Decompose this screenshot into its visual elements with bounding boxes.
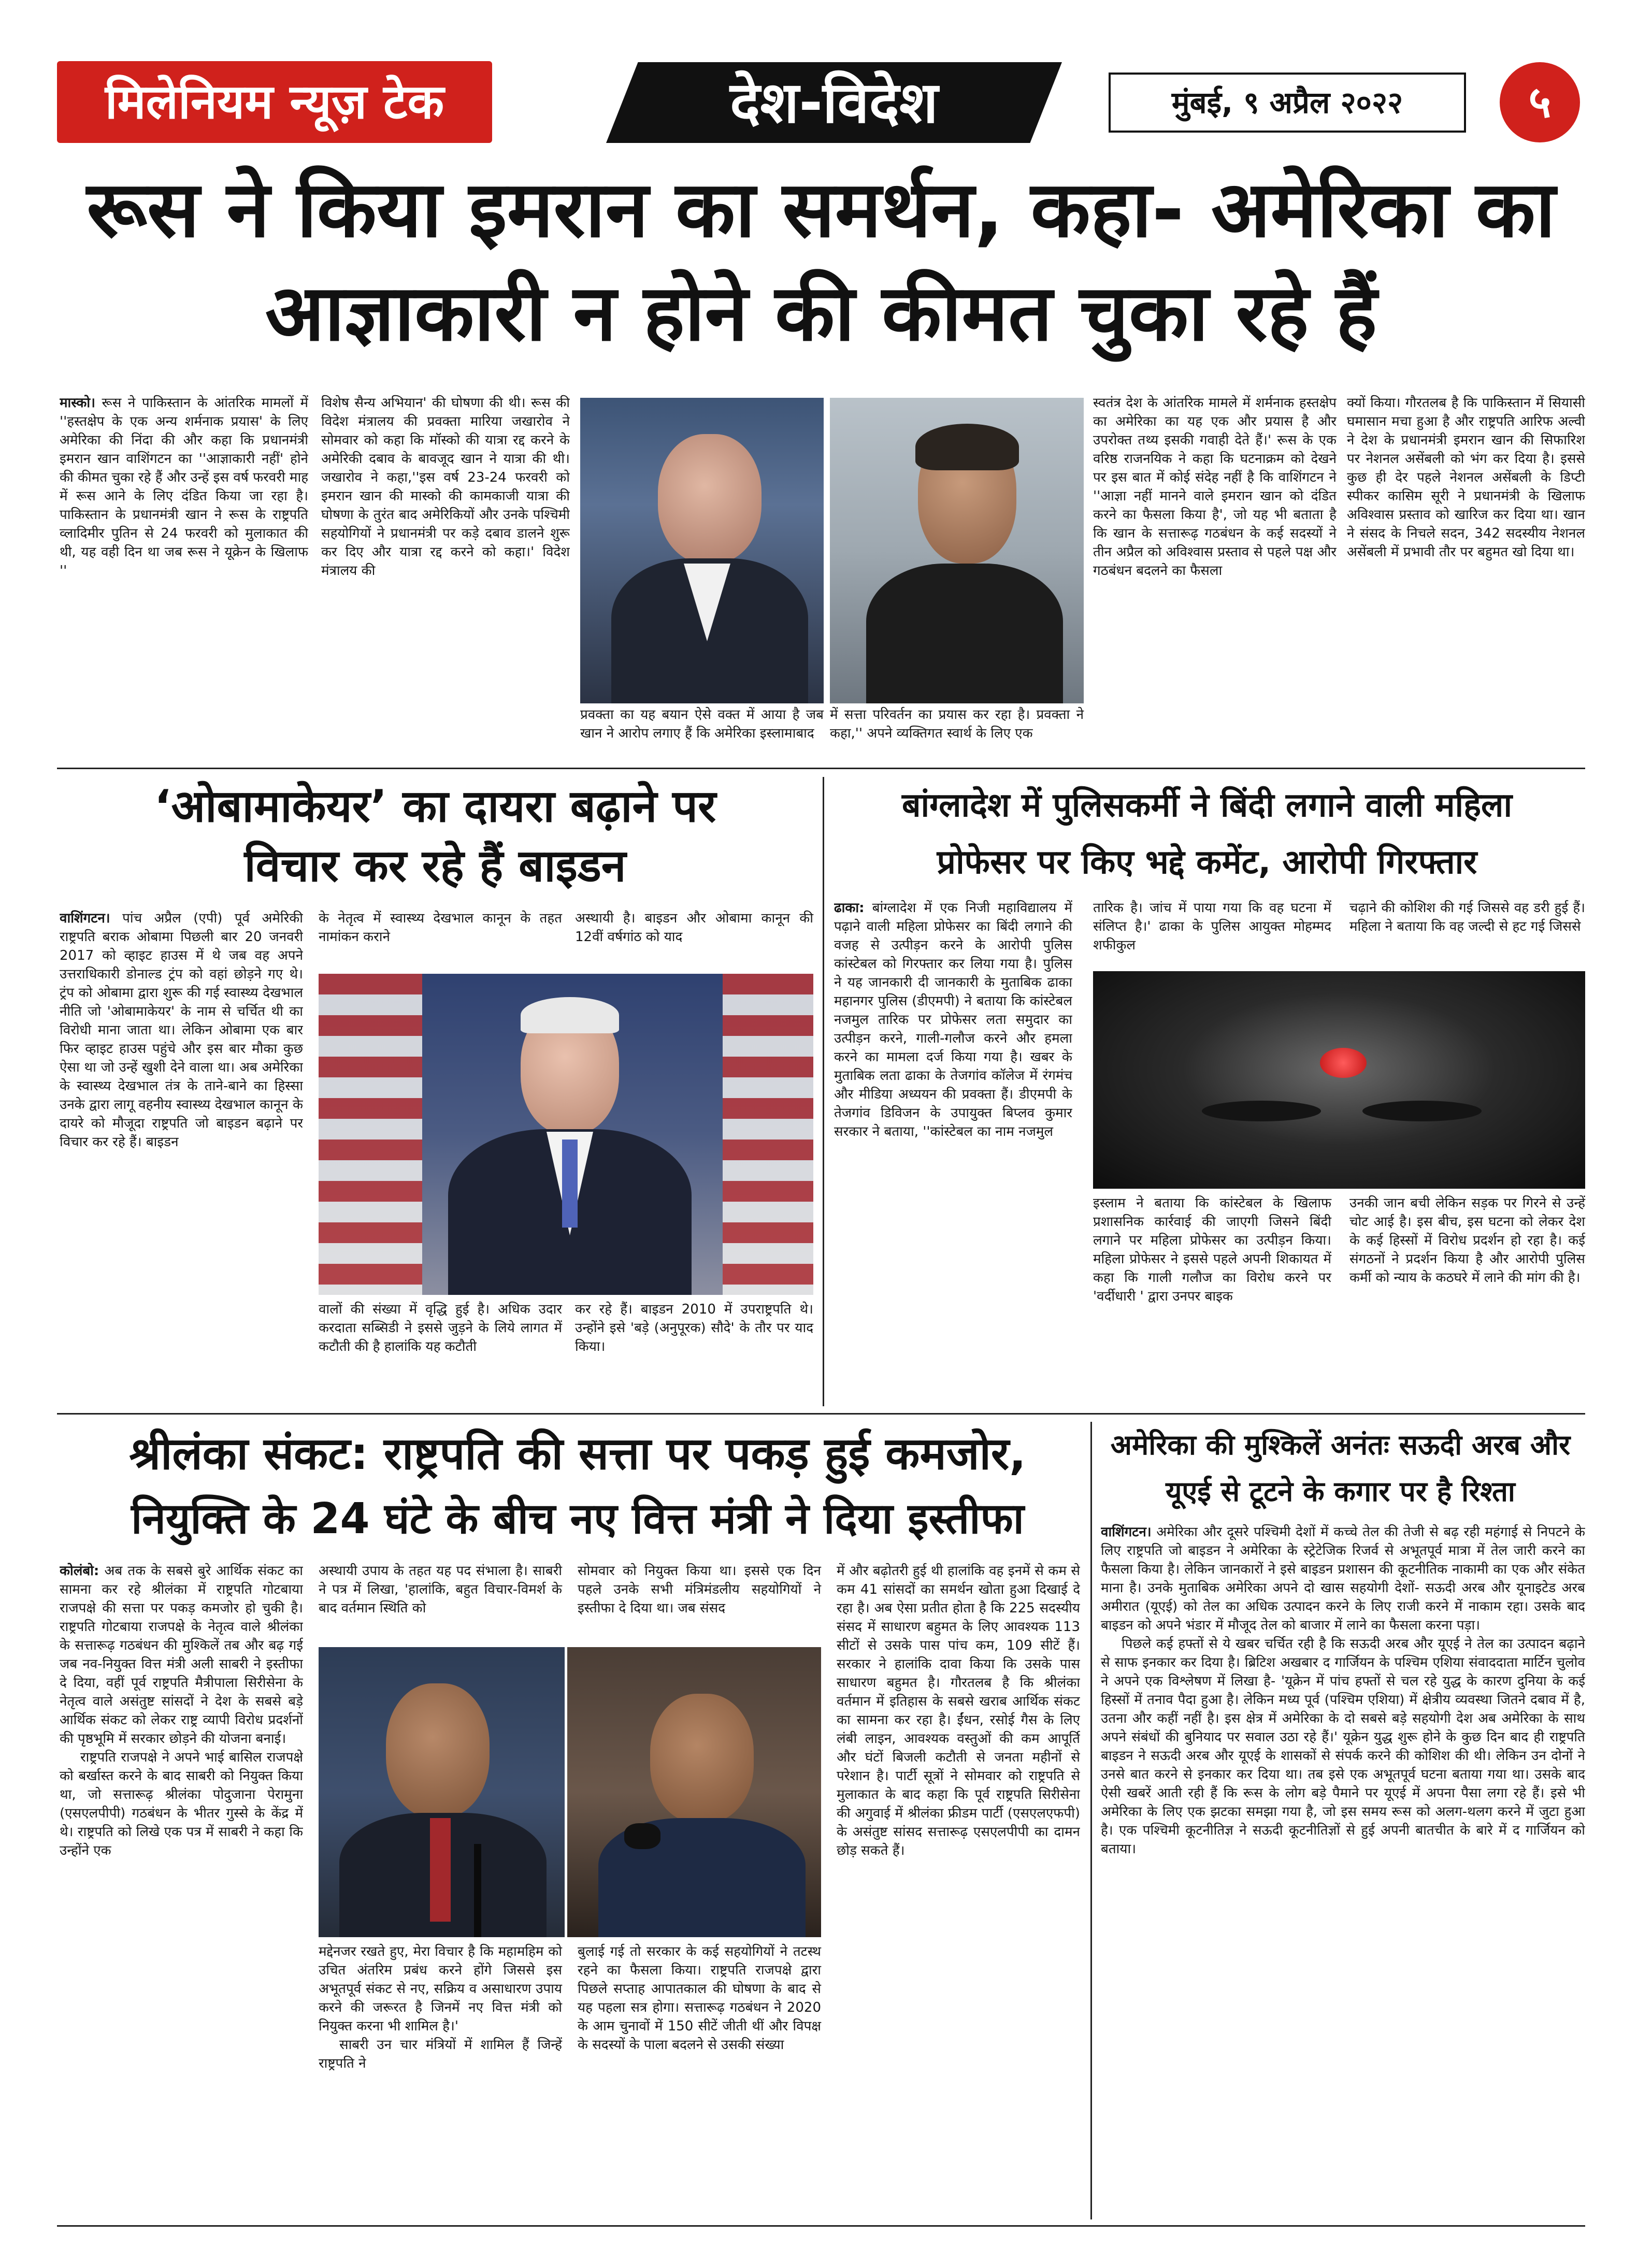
flag-stripes-right (723, 974, 813, 1295)
story1-col3: प्रवक्ता का यह बयान ऐसे वक्त में आया है जब खान ने आरोप लगाए हैं कि अमेरिका इस्लामाबाद (580, 707, 824, 741)
story5-headline-line1: अमेरिका की मुश्किलें अनंतः सऊदी अरब और (1110, 1429, 1571, 1461)
story3-col3-bottom: उनकी जान बची लेकिन सड़क पर गिरने से उन्हें चोट आई है। इस बीच, इस घटना को लेकर देश के कई हिस्सों में विरोध प्रदर्शन हो रहा है। कई संगठनों ने प्रदर्शन किया है और आरोपी पुलिस कर्मी को न्याय के कठघरे में लाने की मांग की है। (1349, 1195, 1585, 1286)
story2-col1: वाशिंगटन। पांच अप्रैल (एपी) पूर्व अमेरिकी राष्ट्रपति बराक ओबामा पिछली बार 20 जनवरी 2017 को व्हाइट हाउस में थे जब वह अपने उत्तराधिकारी डोनाल्ड ट्रंप को वहां छोड़ने गए थे। ट्रंप को ओबामा द्वारा शुरू की गई स्वास्थ्य देखभाल नीति जो 'ओबामाकेयर' के नाम से चर्चित थी का विरोधी माना जाता था। लेकिन ओबामा एक बार फिर व्हाइट हाउस पहुंचे और इस बार मौका कुछ ऐसा था जो उन्हें खुशी देने वाला था। अब अमेरिका के स्वास्थ्य देखभाल तंत्र के ताने-बाने का हिस्सा उनके द्वारा लागू वहनीय स्वास्थ्य देखभाल कानून के दायरे को मौजूदा राष्ट्रपति जो बाइडन बढ़ाने पर विचार कर रहे हैं। बाइडन (60, 911, 303, 1150)
story4-col3-top: सोमवार को नियुक्त किया था। इससे एक दिन पहले उनके सभी मंत्रिमंडलीय सहयोगियों ने इस्तीफा दे दिया था। जब संसद (578, 1563, 821, 1616)
story5-headline-line2: यूएई से टूटने के कगार पर है रिश्ता (1166, 1475, 1515, 1508)
story2-col3-bottom: कर रहे हैं। बाइडन 2010 में उपराष्ट्रपति थे। उन्होंने इसे 'बड़े (अनुपूरक) सौदे' के तौर पर याद किया। (575, 1302, 813, 1354)
story4-col4: में और बढ़ोतरी हुई थी हालांकि वह इनमें से कम से कम 41 सांसदों का समर्थन खोता हुआ दिखाई दे रहा है। अब ऐसा प्रतीत होता है कि 225 सदस्यीय संसद में साधारण बहुमत के लिए आवश्यक 113 सीटों से उसके पास पांच कम, 109 सीटें हैं। सरकार ने हालांकि दावा किया कि उसके पास साधारण बहुमत है। गौरतलब है कि श्रीलंका वर्तमान में इतिहास के सबसे खराब आर्थिक संकट का सामना कर रहा है। ईंधन, रसोई गैस के लिए लंबी लाइन, आवश्यक वस्तुओं की कम आपूर्ति और घंटों बिजली कटौती से जनता महीनों से परेशान है। पार्टी सूत्रों ने सोमवार को राष्ट्रपति से मुलाकात के बाद कहा कि पूर्व राष्ट्रपति सिरीसेना की अगुवाई में श्रीलंका फ्रीडम पार्टी (एसएलएफपी) के असंतुष्ट सांसद सत्तारूढ़ एसएलपीपी का दामन छोड़ सकते हैं। (837, 1563, 1080, 1858)
story1-headline-line2: आज्ञाकारी न होने की कीमत चुका रहे हैं (265, 268, 1377, 358)
divider-vertical-bottom (1090, 1422, 1092, 2219)
story4-headline-line1: श्रीलंका संकट: राष्ट्रपति की सत्ता पर पकड़ हुई कमजोर, (129, 1428, 1026, 1480)
flag-stripes-left (319, 974, 422, 1295)
story2-headline-line1: ‘ओबामाकेयर’ का दायरा बढ़ाने पर (154, 781, 716, 832)
story4-col1: कोलंबो: अब तक के सबसे बुरे आर्थिक संकट का सामना कर रहे श्रीलंका में राष्ट्रपति गोटबाया राजपक्षे की सत्ता पर पकड़ कमजोर हो चुकी है। राष्ट्रपति गोटबाया राजपक्षे के नेतृत्व वाले श्रीलंका के सत्तारूढ़ गठबंधन की मुश्किलें तब और बढ़ गई जब नव-नियुक्त वित्त मंत्री अली साबरी ने इस्तीफा दे दिया, वहीं पूर्व राष्ट्रपति मैत्रीपाला सिरीसेना के नेतृत्व वाले असंतुष्ट सांसदों ने देश के सबसे बड़े आर्थिक संकट को लेकर राष्ट्र व्यापी विरोध प्रदर्शनों की पृष्ठभूमि में सरकार छोड़ने की योजना बनाई। राष्ट्रपति राजपक्षे ने अपने भाई बासिल राजपक्षे को बर्खास्त करने के बाद साबरी को नियुक्त किया था, जो सत्तारूढ़ श्रीलंका पोदुजाना पेरामुना (एसएलपीपी) गठबंधन के भीतर गुस्से के केंद्र में थे। राष्ट्रपति को लिखे एक पत्र में साबरी ने कहा कि उन्होंने एक (60, 1563, 303, 1858)
eyebrow-right (1362, 1101, 1482, 1121)
divider-vertical-mid (823, 777, 824, 1406)
story3-col2-bottom: इस्लाम ने बताया कि कांस्टेबल के खिलाफ प्रशासनिक कार्रवाई की जाएगी जिसने बिंदी लगाने पर महिला प्रोफेसर का उत्पीड़न किया। महिला प्रोफेसर ने इससे पहले अपनी शिकायत में कहा कि गाली गलौज का विरोध करने पर 'वर्दीधारी ' द्वारा उनपर बाइक (1093, 1195, 1331, 1304)
story3-col1: ढाका: बांग्लादेश में एक निजी महाविद्यालय में पढ़ाने वाली महिला प्रोफेसर का बिंदी लगाने की वजह से उत्पीड़न करने के आरोपी पुलिस कांस्टेबल को गिरफ्तार कर लिया गया है। पुलिस ने यह जानकारी दी जानकारी के मुताबिक ढाका महानगर पुलिस (डीएमपी) ने बताया कि कांस्टेबल नजमुल तारिक पर प्रोफेसर लता समुदार का उत्पीड़न करने, गाली-गलौज करने और हमला करने का मामला दर्ज किया गया है। खबर के मुताबिक लता ढाका के तेजगांव कॉलेज में रंगमंच और मीडिया अध्ययन की प्रवक्ता हैं। डीएमपी के तेजगांव डिविजन के उपायुक्त बिप्लव कुमार सरकार ने बताया, ''कांस्टेबल का नाम नजमुल (834, 900, 1072, 1140)
story1-col2: विशेष सैन्य अभियान' की घोषणा की थी। रूस की विदेश मंत्रालय की प्रवक्ता मारिया जखारोव ने सोमवार को कहा कि मॉस्को की यात्रा रद्द करने के अमेरिकी दबाव के बावजूद खान ने यात्रा की थी। जखारोव ने कहा,''इस वर्ष 23-24 फरवरी को इमरान खान की मास्को की कामकाजी यात्रा की घोषणा के तुरंत बाद अमेरिकियों और उनके पश्चिमी सहयोगियों ने प्रधानमंत्री पर कड़े दबाव डालने शुरू कर दिए और यात्रा रद्द करने को कहा।' विदेश मंत्रालय की (321, 395, 570, 579)
putin-photo (580, 398, 824, 703)
story4-col3-bottom: बुलाई गई तो सरकार के कई सहयोगियों ने तटस्थ रहने का फैसला किया। राष्ट्रपति राजपक्षे द्वारा पिछले सप्ताह आपातकाल की घोषणा के बाद से यह पहला सत्र होगा। सत्तारूढ़ गठबंधन ने 2020 के आम चुनावों में 150 सीटें जीती थीं और विपक्ष के सदस्यों के पाला बदलने से उसकी संख्या (578, 1944, 821, 2053)
sabry-face (650, 1694, 754, 1823)
story5-body: वाशिंगटन। अमेरिका और दूसरे पश्चिमी देशों में कच्चे तेल की तेजी से बढ़ रही महंगाई से निपटने के लिए राष्ट्रपति जो बाइडन ने अमेरिका के स्ट्रेटेजिक रिजर्व से अभूतपूर्व मात्रा में तेल जारी करने का फैसला किया है। लेकिन जानकारों ने इसे बाइडन प्रशासन की कूटनीतिक नाकामी का एक और संकेत माना है। उनके मुताबिक अमेरिका अपने दो खास सहयोगी देशों- सऊदी अरब और यूनाइटेड अरब अमीरात (यूएई) को तेल का अधिक उत्पादन करने के लिए राजी करने में नाकाम रहा। उसके बाद बाइडन को अपने भंडार में मौजूद तेल को बाजार में लाने का फैसला करना पड़ा। पिछले कई हफ्तों से ये खबर चर्चित रही है कि सऊदी अरब और यूएई ने तेल का उत्पादन बढ़ाने से साफ इनकार कर दिया है। ब्रिटिश अखबार द गार्जियन के पश्चिम एशिया संवाददाता मार्टिन चुलोव ने अपने एक विश्लेषण में लिखा है- 'यूक्रेन में पांच हफ्तों से चल रहे युद्ध के कारण दुनिया के कई हिस्सों में तनाव पैदा हुआ है। लेकिन मध्य पूर्व (पश्चिम एशिया) में क्षेत्रीय व्यवस्था जितने दबाव में है, उतना और कहीं नहीं है। इस क्षेत्र में अमेरिका के दो सबसे बड़े सहयोगी देश अब अमेरिका के साथ अपने संबंधों की बुनियाद पर सवाल उठा रहे हैं।' यूक्रेन युद्ध शुरू होने के कुछ दिन बाद ही राष्ट्रपति बाइडन ने सऊदी अरब और यूएई के शासकों से संपर्क करने की कोशिश की थी। लेकिन उन दोनों ने उनसे बात करने से इनकार कर दिया था। तब इसे एक अभूतपूर्व घटना बताया गया था। उसके बाद ऐसी खबरें आती रही हैं कि रूस के लोग बड़े पैमाने पर यूएई में अपना पैसा लगा रहे हैं। इसे भी अमेरिका के लिए एक झटका समझा गया है, जो इस समय रूस को अलग-थलग करने में जुटा हुआ है। एक पश्चिमी कूटनीतिज्ञ ने सऊदी कूटनीतिज्ञों से हुई अपनी बातचीत के बारे में द गार्जियन को बताया। (1101, 1524, 1585, 1857)
section-title: देश-विदेश (730, 69, 938, 136)
story1-col6: क्यों किया। गौरतलब है कि पाकिस्तान में सियासी घमासान मचा हुआ है और राष्ट्रपति आरिफ अल्वी ने देश के प्रधानमंत्री इमरान खान की सिफारिश पर नेशनल असेंबली को भंग कर दिया है। इससे कुछ ही देर पहले नेशनल असेंबली के डिप्टी स्पीकर कासिम सूरी ने प्रधानमंत्री के खिलाफ अविश्वास प्रस्ताव को खारिज कर दिया था। खान ने संसद के निचले सदन, 342 सदस्यीय नेशनल असेंबली में प्रभावी तौर पर बहुमत खो दिया था। (1347, 395, 1585, 560)
story1-col4: में सत्ता परिवर्तन का प्रयास कर रहा है। प्रवक्ता ने कहा,'' अपने व्यक्तिगत स्वार्थ के लिए एक (830, 707, 1084, 741)
story1-headline-line1: रूस ने किया इमरान का समर्थन, कहा- अमेरिका का (87, 165, 1556, 255)
imran-kurta (866, 564, 1063, 703)
page-number: ५ (1528, 77, 1552, 127)
biden-photo (319, 974, 813, 1295)
imran-khan-photo (830, 398, 1084, 703)
story2-col2-bottom: वालों की संख्या में वृद्धि हुई है। अधिक उदार करदाता सब्सिडी ने इससे जुड़ने के लिये लागत में कटौती की है हालांकि यह कटौती (319, 1302, 562, 1354)
bindi-dot (1320, 1048, 1367, 1078)
gotabaya-tie (430, 1818, 451, 1922)
ali-sabry-photo (567, 1647, 821, 1937)
putin-face (658, 434, 762, 564)
story1-col5: स्वतंत्र देश के आंतरिक मामले में शर्मनाक हस्तक्षेप का अमेरिका का यह एक और प्रयास है और उपरोक्त तथ्य इसकी गवाही देते हैं।' रूस के एक वरिष्ठ राजनयिक ने कहा कि घटनाक्रम को देखने पर इस बात में कोई संदेह नहीं है कि वाशिंगटन ने ''आज्ञा नहीं मानने वाले इमरान खान को दंडित करने का फैसला किया है', जो यह भी बताता है कि खान के सत्तारूढ़ गठबंधन के कई सदस्यों ने तीन अप्रैल को अविश्वास प्रस्ताव से पहले पक्ष और गठबंधन बदलने का फैसला (1093, 395, 1337, 579)
microphone-right (624, 1823, 660, 1849)
story3-headline-line1: बांग्लादेश में पुलिसकर्मी ने बिंदी लगाने वाली महिला (901, 786, 1513, 825)
microphone-left (474, 1844, 481, 1937)
masthead (0, 0, 1652, 155)
footer-rule (57, 2225, 1585, 2227)
divider-story23 (57, 1413, 1585, 1415)
biden-tie (562, 1140, 578, 1228)
brand-name: मिलेनियम न्यूज़ टेक (105, 74, 444, 129)
bindi-photo (1093, 971, 1585, 1189)
gotabaya-rajapaksa-photo (319, 1647, 565, 1937)
imran-hair (915, 424, 1019, 470)
story3-col2-top: तारिक है। जांच में पाया गया कि वह घटना में संलिप्त है।' ढाका के पुलिस आयुक्त मोहम्मद शफीकुल (1093, 900, 1331, 953)
story4-col2-bottom: मद्देनजर रखते हुए, मेरा विचार है कि महामहिम को उचित अंतरिम प्रबंध करने होंगे जिससे इस अभूतपूर्व संकट से नए, सक्रिय व असाधारण उपाय करने की जरूरत है जिनमें नए वित्त मंत्री को नियुक्त करना भी शामिल है।' साबरी उन चार मंत्रियों में शामिल हैं जिन्हें राष्ट्रपति ने (319, 1944, 562, 2071)
divider-story1 (57, 768, 1585, 769)
dateline: मुंबई, ९ अप्रैल २०२२ (1171, 85, 1403, 120)
eyebrow-left (1202, 1101, 1321, 1121)
story2-col3-top: अस्थायी है। बाइडन और ओबामा कानून की 12वीं वर्षगांठ को याद (575, 911, 813, 945)
gotabaya-face (386, 1683, 490, 1818)
story2-col2-top: के नेतृत्व में स्वास्थ्य देखभाल कानून के तहत नामांकन कराने (319, 911, 562, 945)
story3-col3-top: चढ़ाने की कोशिश की गई जिससे वह डरी हुई हैं। महिला ने बताया कि वह जल्दी से हट गई जिससे (1349, 900, 1585, 934)
biden-hair (521, 997, 619, 1033)
story1-col1: मास्को। रूस ने पाकिस्तान के आंतरिक मामलों में ''हस्तक्षेप के एक अन्य शर्मनाक प्रयास' के लिए अमेरिका की निंदा की और कहा कि प्रधानमंत्री इमरान खान वाशिंगटन का ''आज्ञाकारी नहीं' होने की कीमत चुका रहे हैं और उन्हें इस वर्ष फरवरी माह में रूस आने के लिए दंडित किया जा रहा है। पाकिस्तान के प्रधानमंत्री खान ने रूस के राष्ट्रपति व्लादिमीर पुतिन से 24 फरवरी को मुलाकात की थी, यह वही दिन था जब रूस ने यूक्रेन के खिलाफ '' (60, 395, 308, 579)
story4-col2-top: अस्थायी उपाय के तहत यह पद संभाला है। साबरी ने पत्र में लिखा, 'हालांकि, बहुत विचार-विमर्श के बाद वर्तमान स्थिति को (319, 1563, 562, 1616)
story2-headline-line2: विचार कर रहे हैं बाइडन (244, 840, 626, 892)
story4-headline-line2: नियुक्ति के 24 घंटे के बीच नए वित्त मंत्री ने दिया इस्तीफा (131, 1494, 1024, 1544)
story3-headline-line2: प्रोफेसर पर किए भद्दे कमेंट, आरोपी गिरफ्तार (937, 843, 1477, 882)
